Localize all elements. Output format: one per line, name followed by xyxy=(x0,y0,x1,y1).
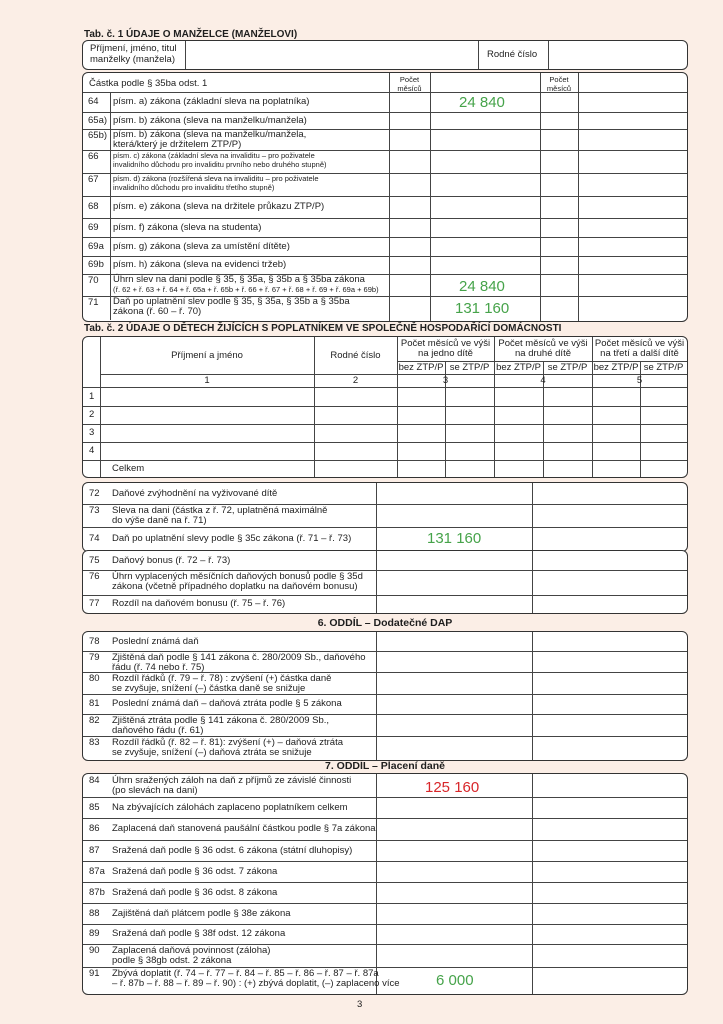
sec7-row-num: 86 xyxy=(89,823,100,834)
bez-ztp-1: bez ZTP/P xyxy=(398,362,444,373)
value-row-84[interactable]: 125 160 xyxy=(425,779,480,796)
sec6-row-label: Poslední známá daň – daňová ztráta podle § 5 zákona xyxy=(112,698,342,709)
tab1-row-label-2: invalidního důchodu pro invaliditu třetího stupně) xyxy=(113,183,275,192)
section-6-title: 6. ODDÍL – Dodatečné DAP xyxy=(317,617,453,629)
tab1-title: Tab. č. 1 ÚDAJE O MANŽELCE (MANŽELOVI) xyxy=(84,29,298,40)
sec7-row-num: 89 xyxy=(89,928,100,939)
sec7-row-label: Úhrn sražených záloh na daň z příjmů ze závislé činnosti xyxy=(112,775,352,786)
months-header-1b: měsíců xyxy=(397,84,422,93)
spouse-name-label-2: manželky (manžela) xyxy=(90,54,175,65)
child-row-num-3: 3 xyxy=(89,427,95,438)
tab1-row-label: písm. d) zákona (rozšířená sleva na invaliditu – pro poživatele xyxy=(113,174,319,183)
sec7-row-num: 91 xyxy=(89,968,100,979)
row-label: Rozdíl na daňovém bonusu (ř. 75 – ř. 76) xyxy=(112,598,286,609)
sec7-row-label-2: podle § 38gb odst. 2 zákona xyxy=(112,955,232,966)
sec7-row-label: Zaplacená daň stanovená paušální částkou podle § 7a zákona xyxy=(112,823,376,834)
tab1-row-label: písm. a) zákona (základní sleva na poplatníka) xyxy=(113,96,310,107)
sec7-row-num: 90 xyxy=(89,945,100,956)
col-num-3: 3 xyxy=(442,375,449,386)
sec7-row-num: 87b xyxy=(89,886,105,898)
group2-header-a: Počet měsíců ve výši xyxy=(498,338,588,349)
bez-ztp-3: bez ZTP/P xyxy=(593,362,639,373)
sec6-row-num: 82 xyxy=(89,715,100,726)
sec7-row-label: Sražená daň podle § 36 odst. 7 zákona xyxy=(112,865,278,877)
value-row-64[interactable]: 24 840 xyxy=(459,94,505,111)
group3-header-a: Počet měsíců ve výši xyxy=(594,338,685,349)
child-row-num-2: 2 xyxy=(89,409,95,420)
group1-header-a: Počet měsíců ve výši xyxy=(400,338,491,349)
tab1-row-label-2: zákona (ř. 60 – ř. 70) xyxy=(113,306,202,317)
page-number: 3 xyxy=(357,999,363,1010)
sec6-row-label-2: se zvyšuje, snížení (–) daňová ztráta se snižuje xyxy=(112,747,312,758)
tab1-row-label-2: invalidního důchodu pro invaliditu prvního nebo druhého stupně) xyxy=(113,160,327,169)
col-num-2: 2 xyxy=(352,375,359,386)
tab1-row-num: 69 xyxy=(88,221,99,233)
sec7-row-label: Zbývá doplatit (ř. 74 – ř. 77 – ř. 84 – ř. 85 – ř. 86 – ř. 87 – ř. 87a xyxy=(112,968,379,979)
value-row-74[interactable]: 131 160 xyxy=(427,530,482,547)
sec6-row-num: 79 xyxy=(89,652,100,663)
se-ztp-3: se ZTP/P xyxy=(643,362,684,373)
row-label: Daň po uplatnění slevy podle § 35c zákona (ř. 71 – ř. 73) xyxy=(112,533,352,544)
sec6-row-num: 78 xyxy=(89,635,100,647)
sec6-row-label: Rozdíl řádků (ř. 82 – ř. 81): zvýšení (+) – daňová ztráta xyxy=(112,737,344,748)
months-header-1a: Počet xyxy=(399,75,420,84)
section-7-title: 7. ODDÍL – Placení daně xyxy=(324,760,446,772)
col-num-4: 4 xyxy=(540,375,546,386)
tab1-row-num: 66 xyxy=(88,151,99,162)
row-label: Sleva na dani (částka z ř. 72, uplatněná maximálně xyxy=(112,505,328,516)
sec7-row-label-2: (po slevách na dani) xyxy=(112,785,198,796)
child-name-header: Příjmení a jméno xyxy=(171,350,243,361)
row-num: 75 xyxy=(89,554,100,566)
sec6-row-label: Poslední známá daň xyxy=(112,635,199,647)
months-header-2a: Počet xyxy=(549,75,569,84)
value-row-91[interactable]: 6 000 xyxy=(436,972,474,989)
tab1-row-num: 65b) xyxy=(88,130,108,141)
tab1-row-label-2: (ř. 62 + ř. 63 + ř. 64 + ř. 65a + ř. 65b + ř. 66 + ř. 67 + ř. 68 + ř. 69 + ř. 69a + 69b) xyxy=(113,285,379,294)
tab1-row-num: 68 xyxy=(88,201,99,212)
sec7-row-num: 87a xyxy=(89,865,105,877)
tab1-row-num: 71 xyxy=(88,297,99,308)
tab1-row-num: 70 xyxy=(88,275,99,286)
se-ztp-1: se ZTP/P xyxy=(449,362,490,373)
row-num: 76 xyxy=(89,571,100,582)
row-label: Daňové zvýhodnění na vyživované dítě xyxy=(112,487,278,499)
tab1-row-num: 64 xyxy=(88,96,99,107)
row-label: Daňový bonus (ř. 72 – ř. 73) xyxy=(112,554,231,566)
sec7-row-num: 84 xyxy=(89,775,100,786)
tab1-row-label: písm. h) zákona (sleva na evidenci tržeb) xyxy=(113,259,287,270)
row-num: 77 xyxy=(89,598,100,609)
tab1-row-label: písm. f) zákona (sleva na studenta) xyxy=(113,221,262,233)
row-label-2: do výše daně na ř. 71) xyxy=(112,515,207,526)
sec6-row-num: 83 xyxy=(89,737,100,748)
tab1-row-label: písm. g) zákona (sleva za umístění dítěte) xyxy=(113,240,290,252)
sec6-row-label-2: daňového řádu (ř. 61) xyxy=(112,725,204,736)
sec6-row-label-2: se zvyšuje, snížení (–) částka daně se snižuje xyxy=(112,683,306,694)
sec7-row-label-2: – ř. 87b – ř. 88 – ř. 89 – ř. 90) : (+) zbývá doplatit, (–) zaplaceno více xyxy=(112,978,400,989)
sec6-row-num: 81 xyxy=(89,698,100,709)
tab2-title: Tab. č. 2 ÚDAJE O DĚTECH ŽIJÍCÍCH S POPLATNÍKEM VE SPOLEČNĚ HOSPODAŘÍCÍ DOMÁCNOSTI xyxy=(84,323,562,334)
sec7-row-num: 85 xyxy=(89,801,100,813)
group3-header-b: na třetí a další dítě xyxy=(600,348,679,359)
sec7-row-num: 88 xyxy=(89,907,100,919)
spouse-name-label-1: Příjmení, jméno, titul xyxy=(90,43,177,54)
tab1-row-num: 67 xyxy=(88,174,99,185)
sec7-row-num: 87 xyxy=(89,844,100,856)
value-row-71[interactable]: 131 160 xyxy=(455,300,510,317)
tab1-row-label-2: která/který je držitelem ZTP/P) xyxy=(113,139,242,150)
tab1-row-label: písm. b) zákona (sleva na manželku/manžela, xyxy=(113,129,307,140)
tab1-row-label: Úhrn slev na dani podle § 35, § 35a, § 35b a § 35ba zákona xyxy=(113,274,365,285)
se-ztp-2: se ZTP/P xyxy=(547,362,588,373)
sec7-row-label: Zajištěná daň plátcem podle § 38e zákona xyxy=(112,907,291,919)
child-birth-header: Rodné číslo xyxy=(330,350,381,361)
tab1-row-label: Daň po uplatnění slev podle § 35, § 35a, § 35b a § 35ba xyxy=(113,296,350,307)
tab1-row-num: 69b xyxy=(88,259,104,270)
value-row-70[interactable]: 24 840 xyxy=(459,278,505,295)
sec7-row-label: Na zbývajících zálohách zaplaceno poplatníkem celkem xyxy=(112,801,348,813)
sec6-row-label: Zjištěná ztráta podle § 141 zákona č. 280/2009 Sb., xyxy=(112,715,330,726)
bez-ztp-2: bez ZTP/P xyxy=(496,362,541,373)
row-num: 72 xyxy=(89,487,100,499)
group1-header-b: na jedno dítě xyxy=(418,348,473,359)
row-num: 73 xyxy=(89,505,100,516)
tab1-row-num: 65a) xyxy=(88,114,108,126)
sec6-row-label-2: řádu (ř. 74 nebo ř. 75) xyxy=(112,662,205,673)
spouse-birth-label: Rodné číslo xyxy=(487,49,538,60)
sec7-row-label: Zaplacená daňová povinnost (záloha) xyxy=(112,945,271,956)
col-num-1: 1 xyxy=(204,375,210,386)
tab1-row-label: písm. b) zákona (sleva na manželku/manžela) xyxy=(113,114,307,126)
child-row-num-1: 1 xyxy=(89,391,95,402)
row-label-2: zákona (včetně případného doplatku na daňovém bonusu) xyxy=(112,581,358,592)
tab1-row-num: 69a xyxy=(88,240,104,252)
sec6-row-label: Zjištěná daň podle § 141 zákona č. 280/2009 Sb., daňového xyxy=(112,652,366,663)
sec6-row-label: Rozdíl řádků (ř. 79 – ř. 78) : zvýšení (+) částka daně xyxy=(112,673,332,684)
sec7-row-label: Sražená daň podle § 38f odst. 12 zákona xyxy=(112,928,286,939)
sec6-row-num: 80 xyxy=(89,673,100,684)
tab1-row-label: písm. e) zákona (sleva na držitele průkazu ZTP/P) xyxy=(113,201,325,212)
months-header-2b: měsíců xyxy=(546,84,572,93)
sec7-row-label: Sražená daň podle § 36 odst. 8 zákona xyxy=(112,886,278,898)
row-label: Úhrn vyplacených měsíčních daňových bonusů podle § 35d xyxy=(112,571,363,582)
child-total-label: Celkem xyxy=(112,463,145,474)
child-row-num-4: 4 xyxy=(89,445,95,456)
tab1-row-label: písm. c) zákona (základní sleva na invaliditu – pro poživatele xyxy=(113,151,315,160)
col-num-5: 5 xyxy=(636,375,643,386)
tab1-header-label: Částka podle § 35ba odst. 1 xyxy=(89,78,208,89)
group2-header-b: na druhé dítě xyxy=(515,348,571,359)
sec7-row-label: Sražená daň podle § 36 odst. 6 zákona (státní dluhopisy) xyxy=(112,844,353,856)
row-num: 74 xyxy=(89,533,100,544)
